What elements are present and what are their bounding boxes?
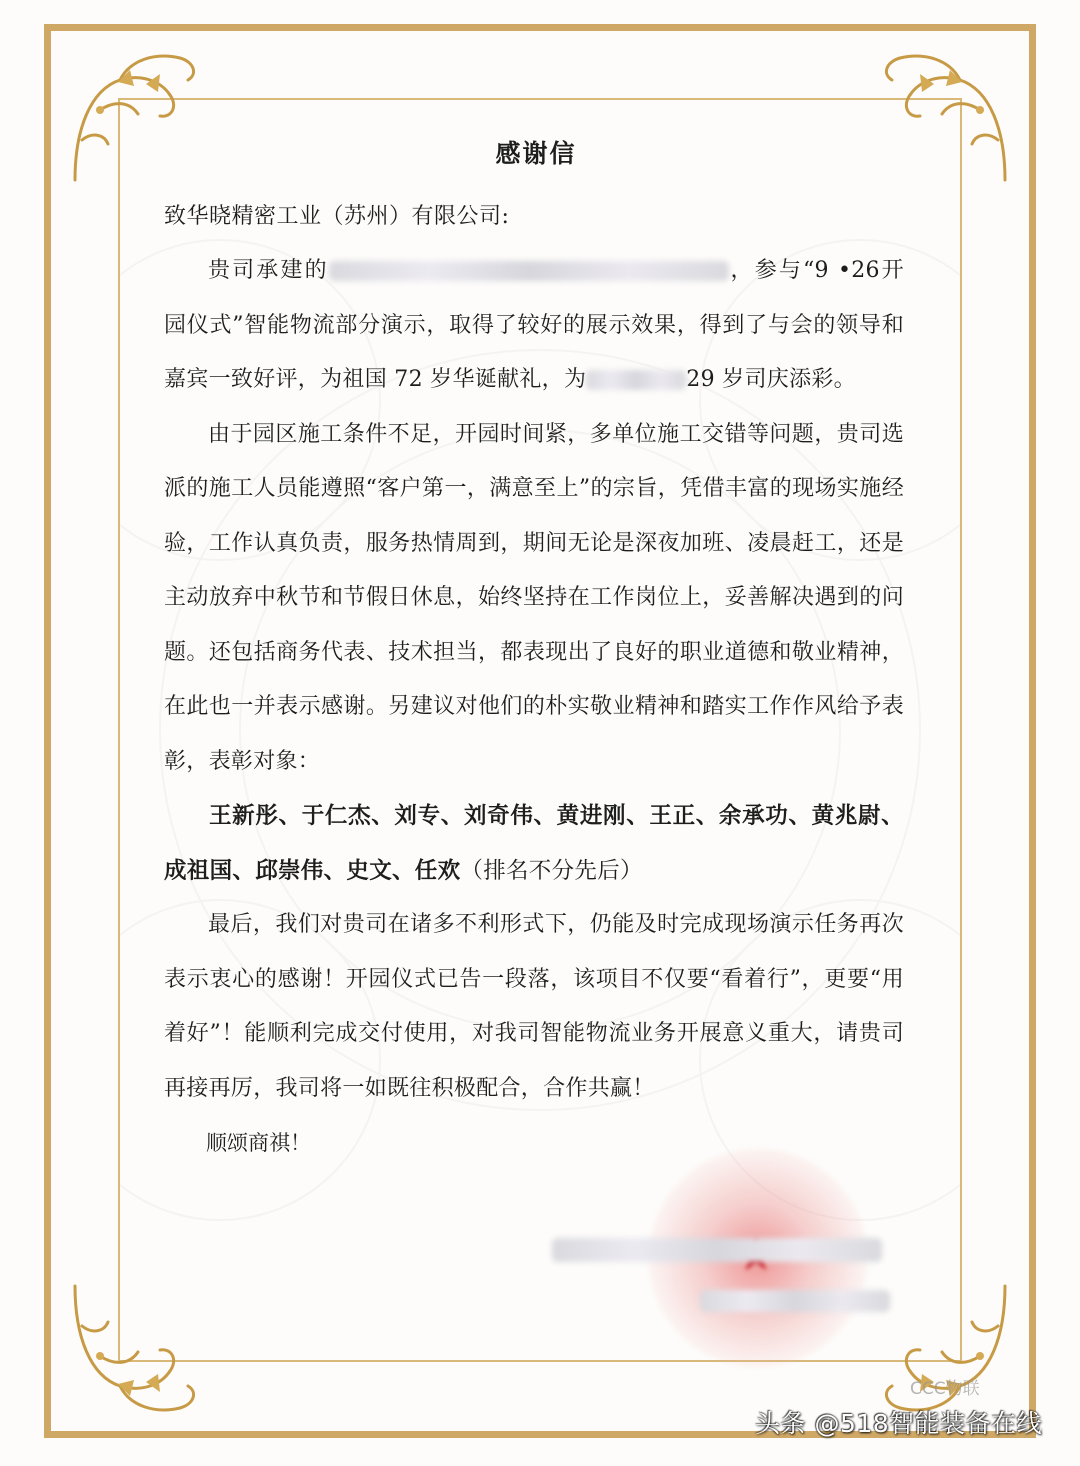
p1-text-c: 29 岁司庆添彩。 [686, 367, 856, 392]
corner-ornament-icon [60, 1276, 210, 1426]
paragraph-commendation-names [164, 789, 904, 898]
letter-title: 感谢信 [495, 139, 577, 168]
p1-text-a: 贵司承建的 [208, 258, 329, 283]
salutation: 致华晓精密工业（苏州）有限公司: [164, 204, 510, 229]
redacted-project-name [329, 261, 729, 281]
paragraph-1 [164, 244, 904, 408]
ranking-note: （排名不分先后） [460, 857, 643, 884]
paragraph-4: 最后，我们对贵司在诸多不利形式下，仍能及时完成现场演示任务再次表示衷心的感谢！开园仪式已告一段落，该项目不仅要“看着行”，更要“用着好”！能顺利完成交付使用，对我司智能物流业务开展意义重大，请贵司再接再厉，我司将一如既往积极配合，合作共赢！ [164, 912, 904, 1101]
paragraph-2: 由于园区施工条件不足，开园时间紧，多单位施工交错等问题，贵司选派的施工人员能遵照“客户第一，满意至上”的宗旨，凭借丰富的现场实施经验，工作认真负责，服务热情周到，期间无论是深夜加班、凌晨赶工，还是主动放弃中秋节和节假日休息，始终坚持在工作岗位上，妥善解决遇到的问题。还包括商务代表、技术担当，都表现出了良好的职业道德和敬业精神，在此也一并表示感谢。另建议对他们的朴实敬业精神和踏实工作作风给予表彰，表彰对象： [164, 421, 904, 774]
redacted-company-name [586, 370, 686, 390]
redacted-signature-company [552, 1238, 882, 1262]
closing-greeting: 顺颂商祺！ [206, 1131, 311, 1155]
p1-text-b: ，参与“9 •26开园仪式”智能物流部分演示，取得了较好的展示效果，得到了与会的领导和嘉宾一致好评，为祖国 72 岁华诞献礼，为 [164, 258, 904, 392]
redacted-signature-date [700, 1290, 890, 1312]
commended-names: 王新彤、于仁杰、刘专、刘奇伟、黄进刚、王正、余承功、黄兆尉、成祖国、邱崇伟、史文、任欢 [164, 803, 904, 884]
watermark-text: 头条 @518智能装备在线 [755, 1409, 1043, 1438]
watermark-logo: CCC物联 [910, 1379, 980, 1399]
letter-body [164, 126, 904, 1170]
